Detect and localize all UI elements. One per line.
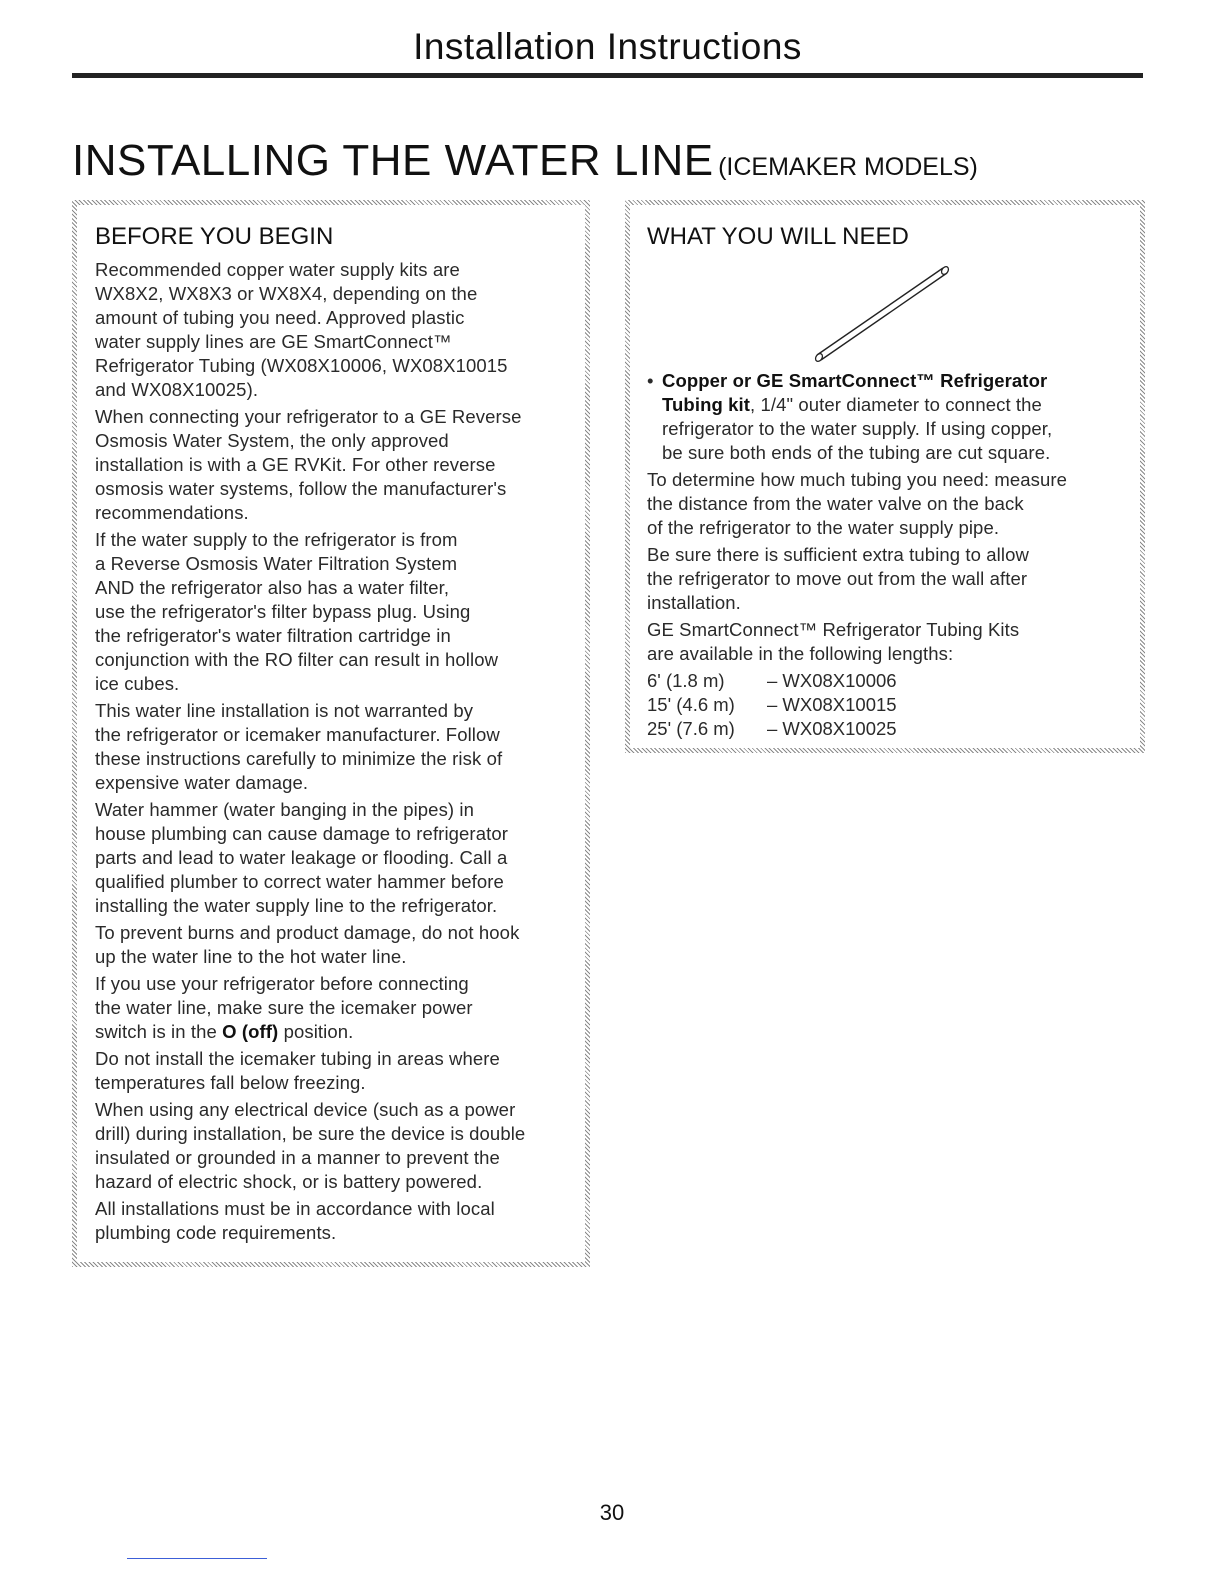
tubing-length: 15' (4.6 m) <box>647 694 735 715</box>
text-line: a Reverse Osmosis Water Filtration System <box>95 553 458 574</box>
tubing-length: 25' (7.6 m) <box>647 718 735 739</box>
before-you-begin-content <box>77 205 585 1262</box>
off-position-label: O (off) <box>222 1021 279 1042</box>
text-line: AND the refrigerator also has a water filter, <box>95 577 450 598</box>
text-line: be sure both ends of the tubing are cut square. <box>662 442 1051 463</box>
bottom-link-underline <box>127 1558 267 1559</box>
paragraph-tubing-kits <box>647 618 1140 666</box>
text-line: GE SmartConnect™ Refrigerator Tubing Kits <box>647 619 1020 640</box>
text-line: qualified plumber to correct water hammer before <box>95 871 504 892</box>
text-line: parts and lead to water leakage or flooding. Call a <box>95 847 508 868</box>
text-line: osmosis water systems, follow the manufacturer's <box>95 478 507 499</box>
before-you-begin-box <box>72 200 590 1267</box>
tubing-part-number: – WX08X10015 <box>767 694 897 715</box>
text-line: are available in the following lengths: <box>647 643 954 664</box>
text-line: ice cubes. <box>95 673 180 694</box>
section-title-subtitle: (ICEMAKER MODELS) <box>718 153 978 181</box>
text-line: Do not install the icemaker tubing in areas where <box>95 1048 500 1069</box>
section-title <box>72 136 978 186</box>
tubing-part-number: – WX08X10006 <box>767 670 897 691</box>
tubing-part-number: – WX08X10025 <box>767 718 897 739</box>
text-line: Be sure there is sufficient extra tubing to allow <box>647 544 1029 565</box>
section-title-main: INSTALLING THE WATER LINE <box>72 136 714 185</box>
text-line: these instructions carefully to minimize the risk of <box>95 748 503 769</box>
text-line: installation. <box>647 592 741 613</box>
tubing-kit-title: Copper or GE SmartConnect™ Refrigerator <box>662 370 1048 391</box>
tubing-lengths-list <box>647 669 1140 741</box>
text-line: WX8X2, WX8X3 or WX8X4, depending on the <box>95 283 478 304</box>
text-line: When using any electrical device (such as a power <box>95 1099 516 1120</box>
paragraph-electrical-device <box>95 1098 585 1194</box>
text-line: If you use your refrigerator before connecting <box>95 973 469 994</box>
text-line: drill) during installation, be sure the device is double <box>95 1123 526 1144</box>
text-fragment: , 1/4" outer diameter to connect the <box>750 394 1042 415</box>
bullet-dot: • <box>647 370 654 391</box>
tubing-length: 6' (1.8 m) <box>647 670 725 691</box>
paragraph-plumbing-code <box>95 1197 585 1245</box>
text-line: the refrigerator's water filtration cartridge in <box>95 625 451 646</box>
text-line: and WX08X10025). <box>95 379 259 400</box>
text-line: of the refrigerator to the water supply pipe. <box>647 517 1000 538</box>
text-line: Refrigerator Tubing (WX08X10006, WX08X10015 <box>95 355 508 376</box>
what-you-will-need-content <box>630 205 1140 748</box>
tubing-kit-label: Tubing kit <box>662 394 750 415</box>
text-line: recommendations. <box>95 502 249 523</box>
text-fragment: position. <box>278 1021 354 1042</box>
text-line: Osmosis Water System, the only approved <box>95 430 449 451</box>
text-fragment: switch is in the <box>95 1021 223 1042</box>
what-you-will-need-box <box>625 200 1145 753</box>
text-line: installing the water supply line to the refrigerator. <box>95 895 498 916</box>
tubing-icon <box>807 260 957 364</box>
text-line: To determine how much tubing you need: measure <box>647 469 1068 490</box>
text-line: conjunction with the RO filter can result in hollow <box>95 649 499 670</box>
text-line: the water line, make sure the icemaker power <box>95 997 473 1018</box>
what-you-will-need-heading: WHAT YOU WILL NEED <box>647 223 909 250</box>
text-line: amount of tubing you need. Approved plastic <box>95 307 465 328</box>
paragraph-icemaker-switch <box>95 972 585 1044</box>
paragraph-warranty <box>95 699 585 795</box>
text-line: the distance from the water valve on the back <box>647 493 1024 514</box>
text-line: When connecting your refrigerator to a GE Reverse <box>95 406 522 427</box>
text-line: This water line installation is not warranted by <box>95 700 474 721</box>
text-line: To prevent burns and product damage, do not hook <box>95 922 520 943</box>
paragraph-measure-tubing <box>647 468 1140 540</box>
text-line: the refrigerator or icemaker manufacturer. Follow <box>95 724 500 745</box>
page-number: 30 <box>599 1500 625 1525</box>
text-line: temperatures fall below freezing. <box>95 1072 366 1093</box>
text-line: If the water supply to the refrigerator is from <box>95 529 458 550</box>
paragraph-copper-kits <box>95 258 585 402</box>
text-line: Recommended copper water supply kits are <box>95 259 460 280</box>
text-line: refrigerator to the water supply. If using copper, <box>662 418 1053 439</box>
text-line: plumbing code requirements. <box>95 1222 337 1243</box>
paragraph-hot-water <box>95 921 585 969</box>
text-line: insulated or grounded in a manner to prevent the <box>95 1147 500 1168</box>
tubing-illustration-area <box>647 258 1140 366</box>
paragraph-water-hammer <box>95 798 585 918</box>
header-rule <box>72 73 1143 78</box>
bullet-tubing-kit <box>647 369 1140 465</box>
text-line: water supply lines are GE SmartConnect™ <box>95 331 452 352</box>
page-header-title: Installation Instructions <box>413 26 802 67</box>
before-you-begin-heading: BEFORE YOU BEGIN <box>95 223 334 250</box>
text-line: hazard of electric shock, or is battery powered. <box>95 1171 483 1192</box>
paragraph-freezing <box>95 1047 585 1095</box>
text-line: expensive water damage. <box>95 772 309 793</box>
text-line: All installations must be in accordance with local <box>95 1198 495 1219</box>
text-line <box>647 393 1140 417</box>
paragraph-reverse-osmosis <box>95 405 585 525</box>
text-line: use the refrigerator's filter bypass plug. Using <box>95 601 471 622</box>
text-line: the refrigerator to move out from the wall after <box>647 568 1028 589</box>
text-line: up the water line to the hot water line. <box>95 946 407 967</box>
text-line <box>95 1020 585 1044</box>
text-line: Water hammer (water banging in the pipes) in <box>95 799 475 820</box>
text-line <box>647 369 1140 393</box>
text-line: installation is with a GE RVKit. For other reverse <box>95 454 496 475</box>
paragraph-filter-bypass <box>95 528 585 696</box>
paragraph-extra-tubing <box>647 543 1140 615</box>
text-line: house plumbing can cause damage to refrigerator <box>95 823 508 844</box>
